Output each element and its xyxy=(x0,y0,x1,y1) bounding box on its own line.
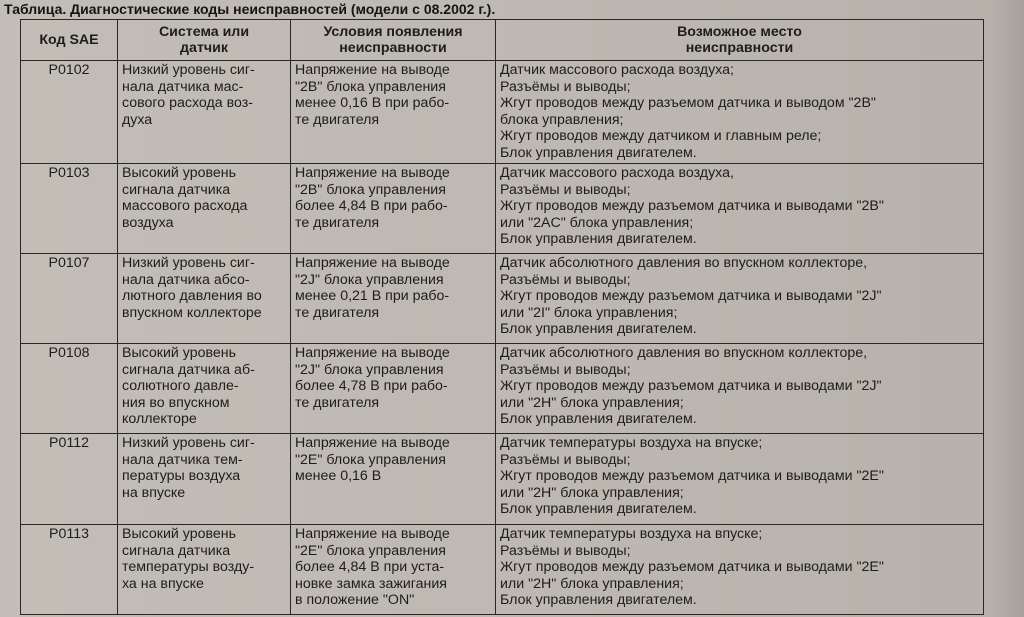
system-line: Высокий уровень xyxy=(122,345,237,362)
system-line: лютного давления во xyxy=(122,288,262,305)
location-line: или "2H" блока управления; xyxy=(500,575,684,592)
condition-line: те двигателя xyxy=(295,394,380,411)
condition-line: менее 0,16 В xyxy=(295,468,382,485)
system-line: температуры возду- xyxy=(122,559,255,576)
cell-condition xyxy=(291,344,496,434)
location-line: Блок управления двигателем. xyxy=(500,411,697,428)
cell-code: P0108 xyxy=(21,344,118,434)
location-line: Датчик массового расхода воздуха, xyxy=(500,165,734,182)
location-line: Жгут проводов между разъемом датчика и выводами "2E" xyxy=(500,468,884,485)
header-location: Возможное место неисправности xyxy=(496,20,984,61)
system-line: нала датчика мас- xyxy=(122,78,244,95)
system-line: сигнала датчика xyxy=(122,181,231,198)
header-code: Код SAE xyxy=(21,20,118,61)
location-line: Датчик температуры воздуха на впуске; xyxy=(500,435,763,452)
cell-location xyxy=(496,344,984,434)
condition-line: в положение "ON" xyxy=(295,592,415,609)
header-system: Система или датчик xyxy=(118,20,291,61)
condition-line: более 4,84 В при уста- xyxy=(295,559,445,576)
condition-line: менее 0,16 В при рабо- xyxy=(295,95,450,111)
location-line: Датчик абсолютного давления во впускном коллекторе, xyxy=(500,345,868,362)
cell-code: P0102 xyxy=(21,61,118,164)
system-line: пературы воздуха xyxy=(122,468,241,485)
system-line: на впуске xyxy=(122,484,186,501)
location-line: Блок управления двигателем. xyxy=(500,144,697,161)
condition-line: "2E" блока управления xyxy=(295,451,446,468)
system-line: нала датчика тем- xyxy=(122,451,243,468)
cell-condition xyxy=(291,164,496,254)
condition-line: Напряжение на выводе xyxy=(295,165,450,182)
diagnostic-codes-table xyxy=(20,19,984,615)
cell-code: P0103 xyxy=(21,164,118,254)
location-line: Жгут проводов между разъемом датчика и выводами "2J" xyxy=(500,288,882,305)
system-line: сигнала датчика xyxy=(122,542,231,559)
cell-system xyxy=(118,61,291,164)
condition-line: более 4,78 В при рабо- xyxy=(295,378,448,395)
location-line: или "2I" блока управления; xyxy=(500,304,678,321)
system-line: сигнала датчика аб- xyxy=(122,361,255,378)
condition-line: те двигателя xyxy=(295,214,380,231)
table-row xyxy=(21,344,984,434)
cell-code: P0112 xyxy=(21,434,118,525)
cell-location xyxy=(496,434,984,525)
table-row xyxy=(21,434,984,525)
cell-code: P0107 xyxy=(21,254,118,344)
cell-condition xyxy=(291,434,496,525)
location-line: Блок управления двигателем. xyxy=(500,592,697,609)
table-caption: Таблица. Диагностические коды неисправностей (модели с 08.2002 г.). xyxy=(4,1,496,17)
location-line: Разъёмы и выводы; xyxy=(500,542,631,559)
location-line: Блок управления двигателем. xyxy=(500,321,697,338)
location-line: или "2H" блока управления; xyxy=(500,394,684,411)
location-line: или "2AC" блока управления; xyxy=(500,214,694,231)
condition-line: менее 0,21 В при рабо- xyxy=(295,288,450,305)
condition-line: более 4,84 В при рабо- xyxy=(295,198,448,215)
cell-system xyxy=(118,254,291,344)
system-line: нала датчика абсо- xyxy=(122,271,250,288)
system-line: впускном коллекторе xyxy=(122,304,262,321)
cell-system xyxy=(118,344,291,434)
system-line: коллекторе xyxy=(122,411,197,428)
location-line: Датчик температуры воздуха на впуске; xyxy=(500,526,763,543)
condition-line: новке замка зажигания xyxy=(295,575,447,592)
cell-condition xyxy=(291,525,496,615)
location-line: Блок управления двигателем. xyxy=(500,501,697,518)
location-line: Разъёмы и выводы; xyxy=(500,271,631,288)
cell-location xyxy=(496,254,984,344)
location-line: Датчик массового расхода воздуха; xyxy=(500,62,734,78)
table-row xyxy=(21,254,984,344)
condition-line: Напряжение на выводе xyxy=(295,435,450,452)
condition-line: те двигателя xyxy=(295,304,380,321)
condition-line: Напряжение на выводе xyxy=(295,526,450,543)
cell-location xyxy=(496,525,984,615)
system-line: духа xyxy=(122,111,153,128)
table-row xyxy=(21,61,984,164)
cell-code: P0113 xyxy=(21,525,118,615)
cell-condition xyxy=(291,61,496,164)
location-line: Жгут проводов между разъемом датчика и выводами "2E" xyxy=(500,559,884,576)
page-edge-shadow xyxy=(990,0,1024,617)
location-line: Разъёмы и выводы; xyxy=(500,451,631,468)
system-line: массового расхода xyxy=(122,198,248,215)
location-line: Разъёмы и выводы; xyxy=(500,361,631,378)
system-line: сового расхода воз- xyxy=(122,95,253,111)
location-line: или "2H" блока управления; xyxy=(500,484,684,501)
system-line: солютного давле- xyxy=(122,378,239,395)
condition-line: "2J" блока управления xyxy=(295,271,444,288)
condition-line: те двигателя xyxy=(295,111,380,128)
condition-line: "2J" блока управления xyxy=(295,361,444,378)
table-row xyxy=(21,164,984,254)
cell-location xyxy=(496,61,984,164)
system-line: ния во впускном xyxy=(122,394,230,411)
table-row xyxy=(21,525,984,615)
system-line: Низкий уровень сиг- xyxy=(122,435,255,452)
system-line: воздуха xyxy=(122,214,174,231)
cell-system xyxy=(118,434,291,525)
location-line: Блок управления двигателем. xyxy=(500,231,697,248)
table-header-row xyxy=(21,20,984,61)
condition-line: "2B" блока управления xyxy=(295,78,446,95)
cell-condition xyxy=(291,254,496,344)
cell-system xyxy=(118,525,291,615)
system-line: Низкий уровень сиг- xyxy=(122,62,255,78)
location-line: Разъёмы и выводы; xyxy=(500,78,631,95)
cell-system xyxy=(118,164,291,254)
location-line: блока управления; xyxy=(500,111,624,128)
condition-line: Напряжение на выводе xyxy=(295,62,450,78)
system-line: Низкий уровень сиг- xyxy=(122,255,255,272)
system-line: Высокий уровень xyxy=(122,165,237,182)
location-line: Жгут проводов между разъемом датчика и выводом "2B" xyxy=(500,95,876,111)
condition-line: "2B" блока управления xyxy=(295,181,446,198)
system-line: Высокий уровень xyxy=(122,526,237,543)
location-line: Жгут проводов между разъемом датчика и выводами "2B" xyxy=(500,198,884,215)
condition-line: "2E" блока управления xyxy=(295,542,446,559)
condition-line: Напряжение на выводе xyxy=(295,345,450,362)
location-line: Жгут проводов между датчиком и главным реле; xyxy=(500,128,822,144)
system-line: ха на впуске xyxy=(122,575,204,592)
location-line: Разъёмы и выводы; xyxy=(500,181,631,198)
location-line: Жгут проводов между разъемом датчика и выводами "2J" xyxy=(500,378,882,395)
header-condition: Условия появления неисправности xyxy=(291,20,496,61)
condition-line: Напряжение на выводе xyxy=(295,255,450,272)
location-line: Датчик абсолютного давления во впускном коллекторе, xyxy=(500,255,868,272)
cell-location xyxy=(496,164,984,254)
